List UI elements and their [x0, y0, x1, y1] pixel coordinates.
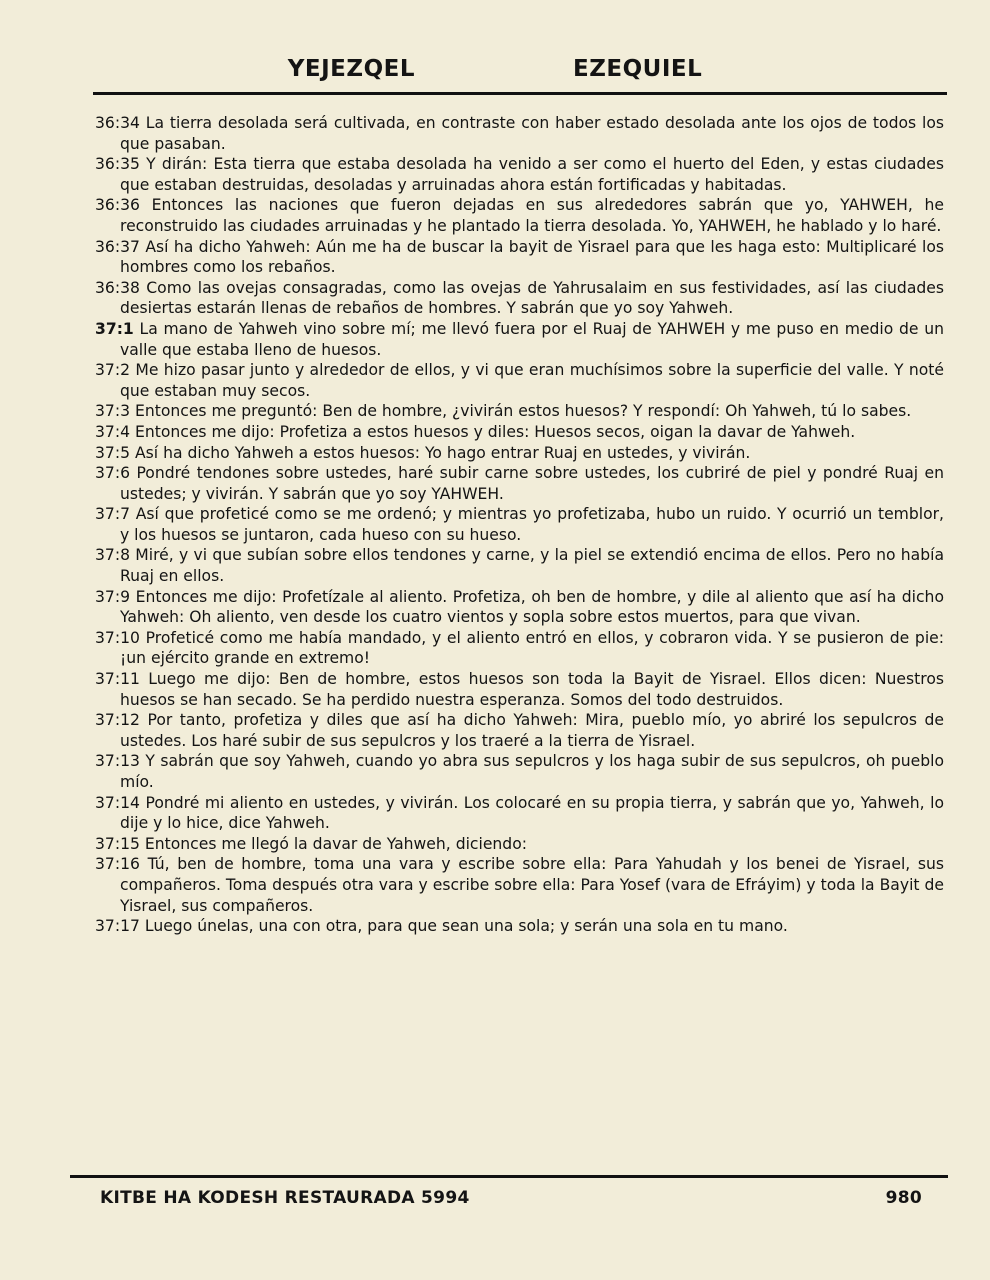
page-footer — [0, 1175, 990, 1208]
verse-text: Así que profeticé como se me ordenó; y mientras yo profetizaba, hubo un ruido. Y ocurrió un temblor, y los huesos se juntaron, cada hueso con su hueso. — [120, 505, 944, 544]
verse — [95, 834, 944, 855]
verse-number: 37:15 — [95, 834, 140, 853]
verse-number: 37:12 — [95, 711, 140, 730]
verse-number: 37:3 — [95, 402, 131, 421]
verse-text: Tú, ben de hombre, toma una vara y escribe sobre ella: Para Yahudah y los benei de Yisrael, sus compañeros. Toma después otra vara y escribe sobre ella: Para Yosef (vara de Efráyim) y toda la Bayit de Yisrael, sus compañeros. — [120, 855, 944, 915]
verse-number: 37:14 — [95, 793, 140, 812]
verse — [95, 278, 944, 319]
verse-text: Y dirán: Esta tierra que estaba desolada ha venido a ser como el huerto del Eden, y estas ciudades que estaban destruidas, desoladas y arruinadas ahora están fortificadas y habitadas. — [120, 155, 944, 194]
verse — [95, 113, 944, 154]
verse — [95, 669, 944, 710]
verse-number: 37:5 — [95, 443, 131, 462]
verse-text: Entonces me llegó la davar de Yahweh, diciendo: — [139, 834, 527, 853]
verse — [95, 504, 944, 545]
verse — [95, 710, 944, 751]
verse — [95, 628, 944, 669]
verse-number: 36:35 — [95, 155, 140, 174]
verse-number: 37:6 — [95, 464, 131, 483]
verse-text: Y sabrán que soy Yahweh, cuando yo abra sus sepulcros y los haga subir de sus sepulcros, oh pueblo mío. — [120, 752, 944, 791]
verse-number: 37:8 — [95, 546, 131, 565]
verse-text: Entonces me dijo: Profetiza a estos huesos y diles: Huesos secos, oigan la davar de Yahweh. — [130, 422, 856, 441]
verse-text: Entonces me dijo: Profetízale al aliento. Profetiza, oh ben de hombre, y dile al aliento que así ha dicho Yahweh: Oh aliento, ven desde los cuatro vientos y sopla sobre estos muertos, para que vivan. — [120, 587, 944, 627]
verse-text: Como las ovejas consagradas, como las ovejas de Yahrusalaim en sus festividades, así las ciudades desiertas estarán llenas de rebaños de hombres. Y sabrán que yo soy Yahweh. — [120, 278, 944, 318]
verse-text: Me hizo pasar junto y alrededor de ellos, y vi que eran muchísimos sobre la superficie del valle. Y noté que estaban muy secos. — [120, 361, 944, 400]
verse-number: 37:9 — [95, 587, 131, 606]
verse — [95, 360, 944, 401]
verse — [95, 422, 944, 443]
verse-number: 36:34 — [95, 114, 140, 132]
verse — [95, 237, 944, 278]
verse-number: 37:17 — [95, 917, 140, 936]
verse — [95, 401, 944, 422]
verse-number: 36:37 — [95, 237, 140, 256]
verse-text: Así ha dicho Yahweh: Aún me ha de buscar la bayit de Yisrael para que les haga esto: Multiplicaré los hombres como los rebaños. — [120, 237, 944, 277]
verse-number: 37:2 — [95, 361, 131, 380]
verse-text: Entonces las naciones que fueron dejadas en sus alrededores sabrán que yo, YAHWEH, he reconstruido las ciudades arruinadas y he plantado la tierra desolada. Yo, YAHWEH, he hablado y lo haré. — [120, 196, 944, 235]
verse — [95, 154, 944, 195]
verse-number: 36:36 — [95, 196, 140, 215]
verse-text: Por tanto, profetiza y diles que así ha dicho Yahweh: Mira, pueblo mío, yo abriré los sepulcros de ustedes. Los haré subir de sus sepulcros y los traeré a la tierra de Yisrael. — [120, 711, 944, 750]
page-header — [0, 0, 990, 82]
verse-text: Así ha dicho Yahweh a estos huesos: Yo hago entrar Ruaj en ustedes, y vivirán. — [130, 443, 751, 462]
verse — [95, 463, 944, 504]
verse-text: Luego únelas, una con otra, para que sean una sola; y serán una sola en tu mano. — [139, 917, 788, 936]
verse-number: 37:11 — [95, 670, 140, 689]
verse-text: Pondré tendones sobre ustedes, haré subir carne sobre ustedes, los cubriré de piel y pondré Ruaj en ustedes; y vivirán. Y sabrán que yo soy YAHWEH. — [120, 464, 944, 503]
verse-number: 37:7 — [95, 505, 131, 524]
verse — [95, 793, 944, 834]
verse — [95, 319, 944, 360]
header-title-spanish: EZEQUIEL — [572, 56, 703, 82]
footer-book-title: KITBE HA KODESH RESTAURADA 5994 — [100, 1188, 470, 1208]
verse-text: La tierra desolada será cultivada, en contraste con haber estado desolada ante los ojos de todos los que pasaban. — [120, 114, 944, 153]
verse — [95, 916, 944, 937]
verse-number: 37:10 — [95, 628, 140, 647]
verse-text: Entonces me preguntó: Ben de hombre, ¿vivirán estos huesos? Y respondí: Oh Yahweh, tú lo sabes. — [130, 402, 912, 421]
verse-text: Pondré mi aliento en ustedes, y vivirán. Los colocaré en su propia tierra, y sabrán que yo, Yahweh, lo dije y lo hice, dice Yahweh. — [120, 793, 944, 833]
verse — [95, 587, 944, 628]
verse-text: La mano de Yahweh vino sobre mí; me llevó fuera por el Ruaj de YAHWEH y me puso en medio de un valle que estaba lleno de huesos. — [120, 319, 944, 359]
verse-number: 37:1 — [95, 319, 134, 338]
verse-text: Miré, y vi que subían sobre ellos tendones y carne, y la piel se extendió encima de ellos. Pero no había Ruaj en ellos. — [120, 546, 944, 586]
verse-number: 37:16 — [95, 855, 140, 874]
verse — [95, 195, 944, 236]
verse-text: Profeticé como me había mandado, y el aliento entró en ellos, y cobraron vida. Y se pusieron de pie: ¡un ejército grande en extremo! — [120, 628, 944, 668]
footer-page-number: 980 — [885, 1188, 922, 1208]
verse-list — [0, 95, 990, 937]
verse-number: 37:13 — [95, 752, 140, 771]
verse-text: Luego me dijo: Ben de hombre, estos huesos son toda la Bayit de Yisrael. Ellos dicen: Nuestros huesos se han secado. Se ha perdido nuestra esperanza. Somos del todo destruidos. — [120, 670, 944, 709]
header-title-hebrew: YEJEZQEL — [287, 56, 415, 82]
verse — [95, 545, 944, 586]
verse — [95, 751, 944, 792]
verse — [95, 854, 944, 916]
verse-number: 37:4 — [95, 422, 131, 441]
verse-number: 36:38 — [95, 278, 140, 297]
verse — [95, 443, 944, 464]
